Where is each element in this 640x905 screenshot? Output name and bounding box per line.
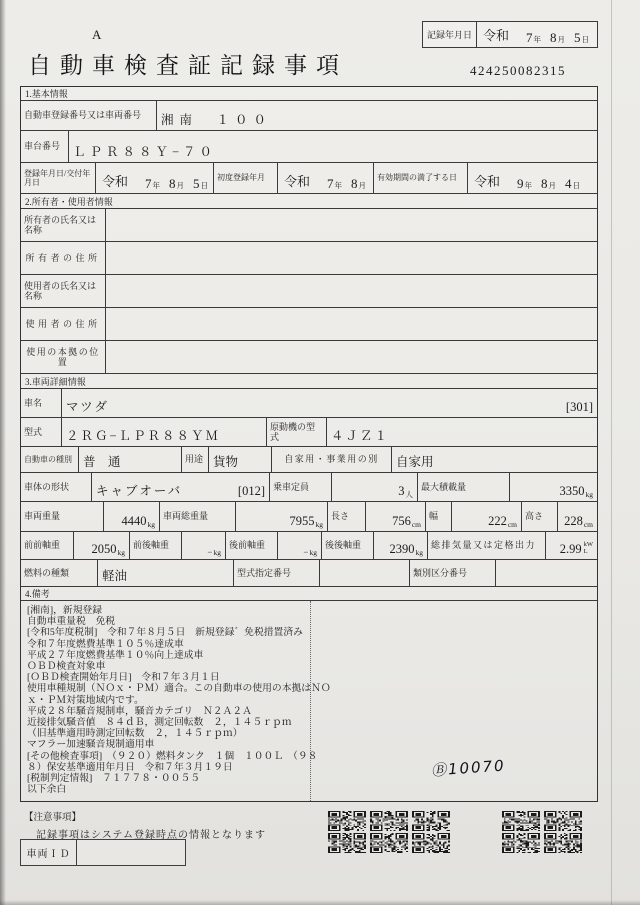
row-weights-dimensions bbox=[21, 502, 597, 532]
row-owner-address bbox=[21, 242, 597, 275]
axle-rear-rear-value: 2390 kg bbox=[373, 532, 427, 559]
qr-code bbox=[328, 833, 366, 853]
remark-line: 令和７年度燃費基準１０５％達成車 bbox=[27, 638, 184, 650]
displacement-label: 総排気量又は定格出力 bbox=[427, 532, 545, 559]
user-address-value bbox=[105, 308, 597, 340]
remark-line: （旧基準適用時測定回転数 ２，１４５ｒｐｍ） bbox=[27, 728, 243, 740]
length-label: 長さ bbox=[327, 502, 365, 531]
remarks-box bbox=[21, 601, 597, 801]
row-dates bbox=[21, 163, 597, 194]
qr-code bbox=[412, 833, 450, 853]
engine-model-label: 原動機の型式 bbox=[266, 418, 326, 446]
user-address-label: 使用者の住所 bbox=[25, 318, 101, 329]
gross-weight-value: 7955 kg bbox=[235, 502, 327, 531]
section-vehicle-heading: 3.車両詳細情報 bbox=[21, 374, 597, 389]
type-designation-value bbox=[319, 560, 409, 586]
notice-text: 記録事項はシステム登録時点の情報となります bbox=[36, 830, 266, 841]
vehicle-weight-value: 4440 kg bbox=[103, 502, 159, 531]
use-value: 貨物 bbox=[208, 447, 271, 472]
qr-code bbox=[544, 833, 582, 853]
width-value: 222 cm bbox=[451, 502, 521, 531]
qr-code bbox=[412, 811, 450, 831]
row-base-location bbox=[21, 341, 597, 374]
gross-weight-label: 車両総重量 bbox=[159, 502, 235, 531]
axle-front-rear-value: − kg bbox=[181, 532, 225, 559]
expiry-date-value: 令和 9 年 8 月 4 日 bbox=[467, 163, 597, 193]
row-model bbox=[21, 418, 597, 447]
remark-line: [その他検査事項] （９２０）燃料タンク １個 １００Ｌ （９８ bbox=[27, 750, 318, 762]
axle-front-rear-label: 前後軸重 bbox=[129, 532, 181, 559]
max-load-label: 最大積載量 bbox=[417, 473, 509, 501]
row-owner-name bbox=[21, 209, 597, 242]
qr-code-group-left bbox=[328, 811, 450, 853]
width-label: 幅 bbox=[425, 502, 451, 531]
private-business-value: 自家用 bbox=[391, 447, 597, 472]
vehicle-weight-label: 車両重量 bbox=[24, 511, 61, 522]
height-label: 高さ bbox=[521, 502, 557, 531]
owner-address-label: 所有者の住所 bbox=[25, 252, 101, 263]
remark-line: 使用車種規制（ＮＯｘ・ＰＭ）適合。この自動車の使用の本拠はＮＯ bbox=[27, 683, 331, 695]
displacement-units: kW L bbox=[583, 541, 593, 556]
remark-line: ＯＢＤ検査対象車 bbox=[27, 661, 106, 673]
qr-code bbox=[328, 811, 366, 831]
body-shape-value: キャブオーバ [012] bbox=[91, 473, 269, 501]
scan-edge-shadow bbox=[0, 0, 6, 905]
registration-number-label: 自動車登録番号又は車両番号 bbox=[24, 110, 142, 121]
category-label: 自動車の種別 bbox=[24, 454, 72, 464]
vehicle-id-value bbox=[77, 840, 185, 865]
remark-line: 自動車重量税 免税 bbox=[27, 616, 116, 628]
row-vehicle-name bbox=[21, 389, 597, 418]
owner-address-value bbox=[105, 242, 597, 274]
row-user-address bbox=[21, 308, 597, 341]
body-shape-label: 車体の形状 bbox=[24, 481, 70, 492]
length-value: 756 cm bbox=[365, 502, 425, 531]
axle-rear-front-label: 後前軸重 bbox=[225, 532, 277, 559]
qr-code bbox=[370, 811, 408, 831]
remark-line: ｘ・ＰＭ対策地域内です。 bbox=[27, 694, 144, 706]
model-value: ２ＲＧ−ＬＰＲ８８ＹＭ bbox=[61, 418, 266, 446]
registration-number-value: 湘南 １００ bbox=[156, 101, 597, 130]
row-chassis-number bbox=[21, 131, 597, 163]
category-value: 普 通 bbox=[78, 447, 181, 472]
user-name-label: 使用者の氏名又は名称 bbox=[24, 280, 97, 301]
remark-line: 近接排気騒音値 ８４ｄＢ，測定回転数 ２，１４５ｒｐｍ bbox=[27, 717, 292, 729]
class-number-label: 類別区分番号 bbox=[409, 560, 495, 586]
axle-rear-front-value: − kg bbox=[277, 532, 321, 559]
row-axle-weights bbox=[21, 532, 597, 560]
remark-line: [税制判定情報] ７１７７８・００５５ bbox=[27, 773, 201, 785]
record-date-label: 記録年月日 bbox=[423, 22, 477, 47]
remark-line: 以下余白 bbox=[27, 784, 67, 796]
vehicle-name-value: マツダ [301] bbox=[61, 389, 597, 417]
page-title: 自動車検査証記録事項 bbox=[28, 53, 348, 78]
fuel-type-value: 軽油 bbox=[97, 560, 233, 586]
qr-code bbox=[502, 811, 540, 831]
capacity-label: 乗車定員 bbox=[269, 473, 331, 501]
remarks-divider bbox=[310, 601, 311, 801]
max-load-value: 3350 kg bbox=[509, 473, 597, 501]
notice-heading: 【注意事項】 bbox=[24, 813, 82, 823]
owner-name-label: 所有者の氏名又は名称 bbox=[24, 214, 97, 235]
remark-line: マフラー加速騒音規制適用車 bbox=[27, 739, 155, 751]
handwritten-mark: Ⓑ10070 bbox=[430, 756, 507, 780]
axle-front-front-label: 前前軸重 bbox=[24, 540, 61, 551]
qr-code-group-right bbox=[502, 811, 582, 853]
qr-code bbox=[544, 811, 582, 831]
registration-date-value: 令和 7 年 8 月 5 日 bbox=[95, 163, 213, 193]
remark-line: ８）保安基準適用年月日 令和７年３月１９日 bbox=[27, 761, 233, 773]
row-registration-number bbox=[21, 101, 597, 131]
first-registration-label: 初度登録年月 bbox=[213, 163, 277, 193]
base-location-value bbox=[105, 341, 597, 373]
remark-line: 平成２７年度燃費基準１０％向上達成車 bbox=[27, 649, 204, 661]
chassis-number-label: 車台番号 bbox=[24, 141, 61, 152]
scan-edge-line bbox=[611, 0, 612, 905]
section-owner-heading: 2.所有者・使用者情報 bbox=[21, 194, 597, 209]
page-corner-mark: A bbox=[92, 27, 103, 42]
capacity-value: 3 人 bbox=[331, 473, 417, 501]
remark-line: [令和5年度税制] 令和７年８月５日 新規登録゛免税措置済み bbox=[27, 627, 303, 639]
body-shape-code: [012] bbox=[237, 484, 265, 498]
record-date-value: 令和 7 年 8 月 5 日 bbox=[483, 28, 590, 45]
chassis-number-value: ＬＰＲ８８Ｙ−７０ bbox=[68, 131, 597, 162]
private-business-label: 自家用・事業用の別 bbox=[271, 447, 391, 472]
vehicle-name-code: [301] bbox=[565, 400, 593, 414]
scan-edge-shadow-bottom bbox=[0, 900, 640, 905]
first-registration-value: 令和 7 年 8 月 bbox=[277, 163, 373, 193]
remark-line: [ＯＢＤ検査開始年月日] 令和７年３月１日 bbox=[27, 672, 220, 684]
section-basic-heading: 1.基本情報 bbox=[21, 87, 597, 101]
vehicle-name-label: 車名 bbox=[24, 397, 43, 408]
base-location-label: 使用の本拠の位置 bbox=[26, 346, 100, 367]
qr-code bbox=[370, 833, 408, 853]
document-number: 424250082315 bbox=[470, 63, 566, 78]
expiry-date-label: 有効期間の満了する日 bbox=[373, 163, 467, 193]
row-category bbox=[21, 447, 597, 473]
class-number-value bbox=[495, 560, 597, 586]
axle-front-front-value: 2050 kg bbox=[73, 532, 129, 559]
type-designation-label: 型式指定番号 bbox=[233, 560, 319, 586]
fuel-type-label: 燃料の種類 bbox=[24, 567, 70, 578]
row-body-shape bbox=[21, 473, 597, 502]
vehicle-id-box bbox=[20, 839, 186, 866]
owner-name-value bbox=[105, 209, 597, 241]
user-name-value bbox=[105, 275, 597, 307]
height-value: 228 cm bbox=[557, 502, 597, 531]
engine-model-value: ４ＪＺ１ bbox=[326, 418, 597, 446]
row-user-name bbox=[21, 275, 597, 308]
axle-rear-rear-label: 後後軸重 bbox=[321, 532, 373, 559]
qr-code bbox=[502, 833, 540, 853]
displacement-value: 2.99 kW L bbox=[545, 532, 597, 559]
remark-line: 平成２８年騒音規制車，騒音カテゴリ Ｎ２Ａ２Ａ bbox=[27, 705, 252, 717]
vehicle-id-label: 車両ＩＤ bbox=[21, 840, 77, 865]
registration-date-label: 登録年月日/交付年月日 bbox=[24, 168, 91, 187]
record-date-box bbox=[422, 21, 598, 48]
section-remarks-heading: 4.備考 bbox=[21, 587, 597, 601]
model-label: 型式 bbox=[24, 426, 43, 437]
use-label: 用途 bbox=[181, 447, 208, 472]
row-fuel bbox=[21, 560, 597, 587]
main-table bbox=[20, 86, 598, 802]
remark-line: [湘南]，新規登録 bbox=[27, 605, 103, 616]
